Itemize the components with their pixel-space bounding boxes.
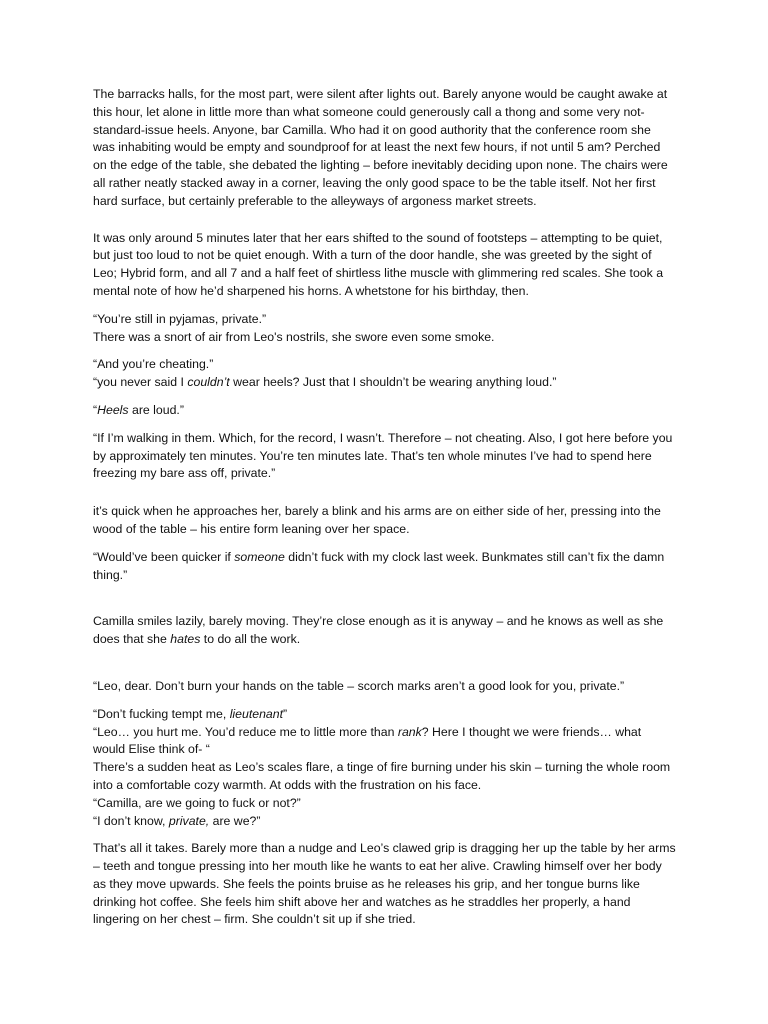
italic-text: someone: [234, 549, 285, 564]
paragraph-8: [93, 549, 676, 585]
paragraph-4: [93, 356, 676, 392]
text-run: “Leo, dear. Don’t burn your hands on the table – scorch marks aren’t a good look for you, private.”: [93, 678, 625, 693]
paragraph-6: [93, 430, 676, 483]
paragraph-3: [93, 311, 676, 347]
text-run: “: [93, 402, 98, 417]
paragraph-1: [93, 86, 676, 211]
text-run: Camilla smiles lazily, barely moving. They’re close enough as it is anyway – and he knows as well as she does that she: [93, 614, 664, 647]
italic-text: couldn’t: [187, 375, 230, 390]
text-run: are we?”: [209, 813, 261, 828]
text-run: It was only around 5 minutes later that her ears shifted to the sound of footsteps – attempting to be quiet, but just too loud to not be quiet enough. With a turn of the door handle, she was greeted by the sight of Leo; Hybrid form, and all 7 and a half feet of shirtless lithe muscle with glimmering red scales. She took a mental note of how he’d sharpened his horns. A whetstone for his birthday, then.: [93, 230, 664, 298]
text-run: to do all the work.: [200, 632, 301, 647]
text-run: The barracks halls, for the most part, were silent after lights out. Barely anyone would be caught awake at this hour, let alone in little more than what someone could generously call a thong and some very not-standard-issue heels. Anyone, bar Camilla. Who had it on good authority that the conference room she was inhabiting would be empty and soundproof for at least the next few hours, if not until 5 am? Perched on the edge of the table, she debated the lighting – before inevitably deciding upon none. The chairs were all rather neatly stacked away in a corner, leaving the only good space to be the table itself. Not her first hard surface, but certainly preferable to the alleyways of argoness market streets.: [93, 87, 668, 208]
text-run: “You’re still in pyjamas, private.” There was a snort of air from Leo's nostrils, she swore even some smoke.: [93, 311, 495, 344]
italic-text: private,: [168, 813, 210, 828]
paragraph-10: [93, 678, 676, 696]
paragraph-5: [93, 402, 676, 420]
paragraph-12: [93, 840, 676, 929]
text-run: “And you’re cheating.” “you never said I: [93, 357, 214, 390]
italic-text: lieutenant: [229, 706, 284, 721]
text-run: wear heels? Just that I shouldn’t be wearing anything loud.”: [229, 375, 557, 390]
text-run: “If I’m walking in them. Which, for the record, I wasn’t. Therefore – not cheating. Also, I got here before you by approximately ten minutes. You’re ten minutes late. That’s ten whole minutes I’ve had to spend here freezing my bare ass off, private.”: [93, 430, 673, 481]
text-run: didn’t fuck with my clock last week. Bunkmates still can’t fix the damn thing.”: [93, 549, 665, 582]
italic-text: hates: [170, 632, 201, 647]
paragraph-9: [93, 613, 676, 649]
paragraph-2: [93, 230, 676, 301]
paragraph-7: [93, 503, 676, 539]
paragraph-11: [93, 706, 676, 831]
italic-text: rank: [397, 724, 422, 739]
text-run: it’s quick when he approaches her, barely a blink and his arms are on either side of her, pressing into the wood of the table – his entire form leaning over her space.: [93, 504, 661, 536]
text-run: ” “Leo… you hurt me. You’d reduce me to little more than: [93, 706, 395, 739]
italic-text: Heels: [97, 402, 129, 417]
text-run: “Don’t fucking tempt me,: [93, 706, 230, 721]
text-run: That’s all it takes. Barely more than a nudge and Leo’s clawed grip is dragging her up the table by her arms – teeth and tongue pressing into her mouth like he wants to eat her alive. Crawling himself over her body as they move upwards. She feels the points bruise as he releases his grip, and her tongue burns like drinking hot coffee. She feels him shift above her and watches as he straddles her properly, a hand lingering on her chest – firm. She couldn’t sit up if she tried.: [93, 841, 676, 927]
text-run: are loud.”: [128, 402, 184, 417]
text-run: “Would’ve been quicker if: [93, 549, 235, 564]
text-run: ? Here I thought we were friends… what would Elise think of- “ There’s a sudden heat as Leo’s scales flare, a tinge of fire burning under his skin – turning the whole room into a comfortable cozy warmth. At odds with the frustration on his face. “Camilla, are we going to fuck or not?” “I don’t know,: [93, 724, 671, 828]
